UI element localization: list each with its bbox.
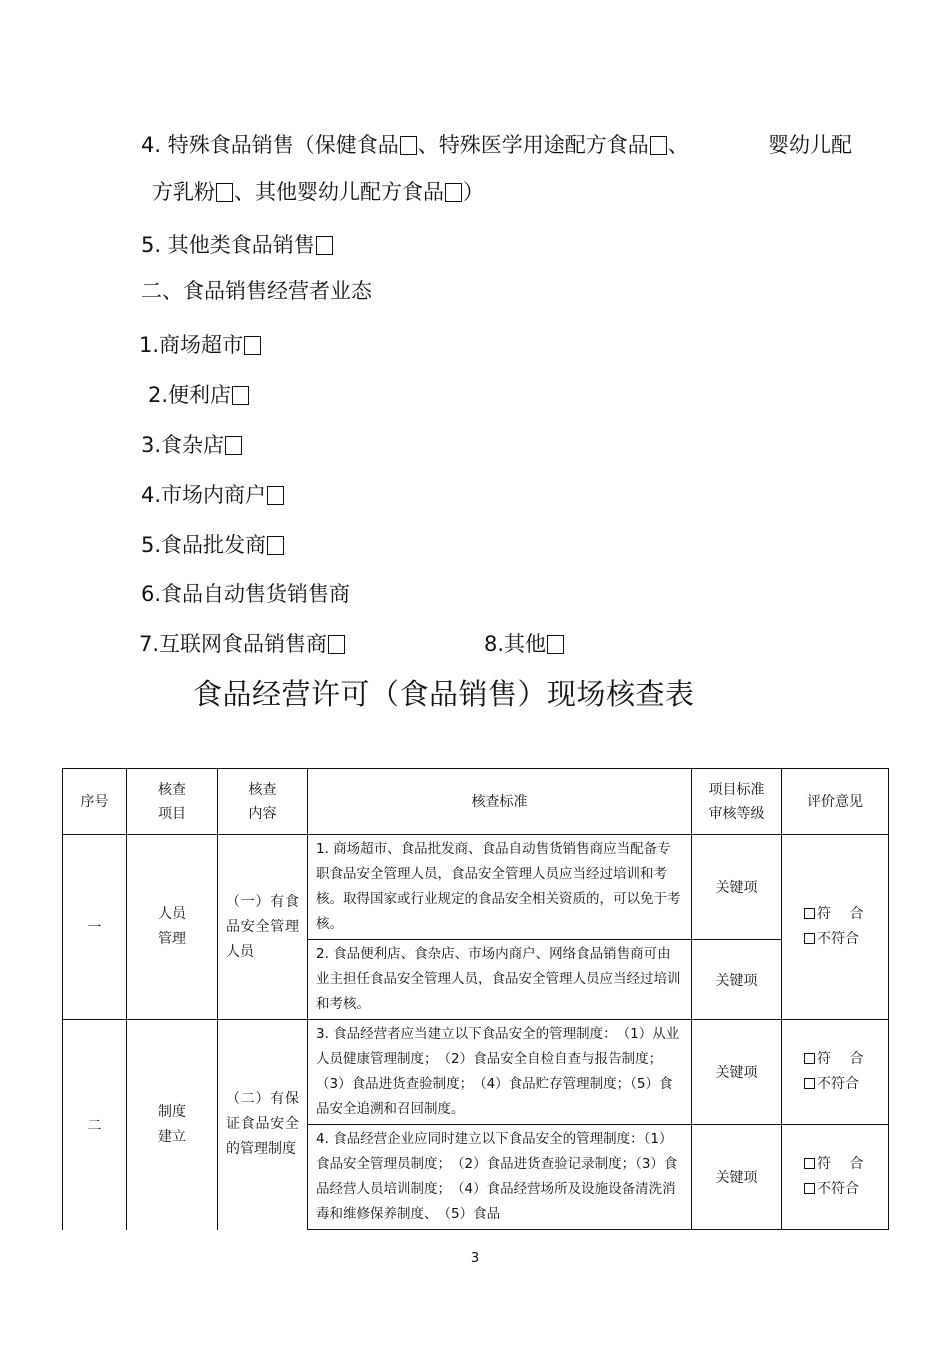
- row2-content: （二）有保证食品安全的管理制度: [218, 1020, 308, 1230]
- row1-standard-1: 1. 商场超市、食品批发商、食品自动售货销售商应当配备专职食品安全管理人员，食品安全管理人员应当经过培训和考核。取得国家或行业规定的食品安全相关资质的，可以免于考核。: [308, 835, 692, 940]
- fail-label: 不符合: [817, 1076, 859, 1092]
- checkbox-grocery[interactable]: [225, 436, 242, 455]
- checkbox-pass[interactable]: [804, 908, 815, 919]
- row2-seq: 二: [63, 1020, 127, 1230]
- row1-eval-pass[interactable]: [804, 902, 888, 927]
- business-type-label: 5.食品批发商: [141, 533, 267, 557]
- header-content-line2: 内容: [248, 805, 277, 822]
- checkbox-internet-seller[interactable]: [328, 635, 345, 654]
- section2-heading: 二、食品销售经营者业态: [141, 279, 372, 303]
- row2-eval-pass[interactable]: [804, 1047, 888, 1072]
- header-level-line1: 项目标准: [708, 781, 765, 798]
- header-content-line1: 核查: [248, 781, 277, 798]
- checkbox-pass[interactable]: [804, 1158, 815, 1169]
- row1-level-2: 关键项: [692, 940, 782, 1020]
- business-type-8: [484, 630, 565, 658]
- row1-item-line2: 管理: [158, 931, 186, 947]
- business-type-label: 2.便利店: [148, 383, 232, 407]
- row2-eval-fail[interactable]: [804, 1072, 888, 1097]
- header-standard: 核查标准: [308, 769, 692, 835]
- fail-label: 不符合: [817, 931, 859, 947]
- checkbox-special-medical-food[interactable]: [650, 136, 667, 155]
- business-type-5: [141, 531, 285, 559]
- header-eval: 评价意见: [782, 769, 889, 835]
- checkbox-other-type[interactable]: [547, 635, 564, 654]
- item4-text-c: 、: [667, 133, 689, 157]
- business-type-label: 7.互联网食品销售商: [139, 632, 328, 656]
- business-type-6: [141, 580, 350, 608]
- row1-content: （一）有食品安全管理人员: [218, 835, 308, 1020]
- business-type-label: 6.食品自动售货销售商: [141, 582, 351, 606]
- pass-label: 符 合: [817, 906, 864, 922]
- table-row: [63, 1020, 889, 1125]
- item4-infant-label: 婴幼儿配: [768, 133, 852, 157]
- row1-level-1: 关键项: [692, 835, 782, 940]
- item5-text: 5. 其他类食品销售: [141, 233, 315, 257]
- business-type-4: [141, 481, 285, 509]
- header-item: [127, 769, 218, 835]
- business-type-label: 4.市场内商户: [141, 483, 267, 507]
- row2-eval2-pass[interactable]: [804, 1152, 888, 1177]
- business-type-label: 8.其他: [484, 632, 547, 656]
- checkbox-other-infant-formula[interactable]: [445, 183, 462, 202]
- pass-label: 符 合: [817, 1051, 864, 1067]
- row2-eval-1: [782, 1020, 889, 1125]
- inspection-table: [62, 768, 889, 1230]
- item4-line2: [152, 178, 484, 206]
- checkbox-supermarket[interactable]: [244, 336, 261, 355]
- item4-text-b: 、特殊医学用途配方食品: [417, 133, 649, 157]
- checkbox-convenience-store[interactable]: [232, 386, 249, 405]
- checkbox-other-food[interactable]: [316, 236, 333, 255]
- business-type-label: 1.商场超市: [139, 333, 244, 357]
- item4-text-e: 、其他婴幼儿配方食品: [234, 180, 444, 204]
- item4-text-d: 方乳粉: [152, 180, 215, 204]
- row2-standard-1: 3. 食品经营者应当建立以下食品安全的管理制度： （1）从业人员健康管理制度； （2）食品安全自检自查与报告制度；（3）食品进货查验制度； （4）食品贮存管理制度；（5）食品安全追溯和召回制度。: [308, 1020, 692, 1125]
- item4-text-a: 4. 特殊食品销售（保健食品: [141, 133, 399, 157]
- row1-item-line1: 人员: [158, 906, 186, 922]
- checkbox-fail[interactable]: [804, 1183, 815, 1194]
- row2-item-line1: 制度: [158, 1103, 186, 1120]
- row2-level-1: 关键项: [692, 1020, 782, 1125]
- checkbox-infant-formula[interactable]: [216, 183, 233, 202]
- row2-standard-2: 4. 食品经营企业应同时建立以下食品安全的管理制度：（1）食品安全管理员制度； （2）食品进货查验记录制度；（3）食品经营人员培训制度； （4）食品经营场所及设施设备清洗消毒和维修保养制度、 （5）食品: [308, 1125, 692, 1230]
- checkbox-fail[interactable]: [804, 933, 815, 944]
- row2-item: [127, 1020, 218, 1230]
- row2-eval-2: [782, 1125, 889, 1230]
- checkbox-pass[interactable]: [804, 1053, 815, 1064]
- checkbox-health-food[interactable]: [400, 136, 417, 155]
- business-type-1: [139, 331, 262, 359]
- row1-seq: 一: [63, 835, 127, 1020]
- row1-eval-fail[interactable]: [804, 927, 888, 952]
- item5-line: [141, 231, 334, 259]
- checkbox-market-vendor[interactable]: [267, 486, 284, 505]
- item4-text-f: ）: [463, 180, 484, 204]
- row2-level-2: 关键项: [692, 1125, 782, 1230]
- row1-standard-2: 2. 食品便利店、食杂店、市场内商户、网络食品销售商可由业主担任食品安全管理人员，食品安全管理人员应当经过培训和考核。: [308, 940, 692, 1020]
- business-type-label: 3.食杂店: [141, 433, 225, 457]
- header-seq: 序号: [63, 769, 127, 835]
- row1-item: [127, 835, 218, 1020]
- page-title: 食品经营许可（食品销售）现场核查表: [193, 677, 695, 711]
- checkbox-wholesaler[interactable]: [267, 536, 284, 555]
- business-type-3: [141, 431, 243, 459]
- fail-label: 不符合: [817, 1181, 859, 1197]
- row1-eval: [782, 835, 889, 1020]
- table-header-row: [63, 769, 889, 835]
- item4-line1: [141, 131, 689, 159]
- pass-label: 符 合: [817, 1156, 864, 1172]
- header-item-line2: 项目: [158, 805, 186, 822]
- checkbox-fail[interactable]: [804, 1078, 815, 1089]
- page-number: 3: [470, 1251, 480, 1266]
- header-level-line2: 审核等级: [708, 805, 765, 822]
- header-item-line1: 核查: [158, 781, 186, 798]
- header-level: [692, 769, 782, 835]
- table-row: [63, 835, 889, 940]
- header-content: [218, 769, 308, 835]
- business-type-7: [139, 630, 346, 658]
- business-type-2: [148, 381, 250, 409]
- row2-item-line2: 建立: [158, 1128, 186, 1145]
- row2-eval2-fail[interactable]: [804, 1177, 888, 1202]
